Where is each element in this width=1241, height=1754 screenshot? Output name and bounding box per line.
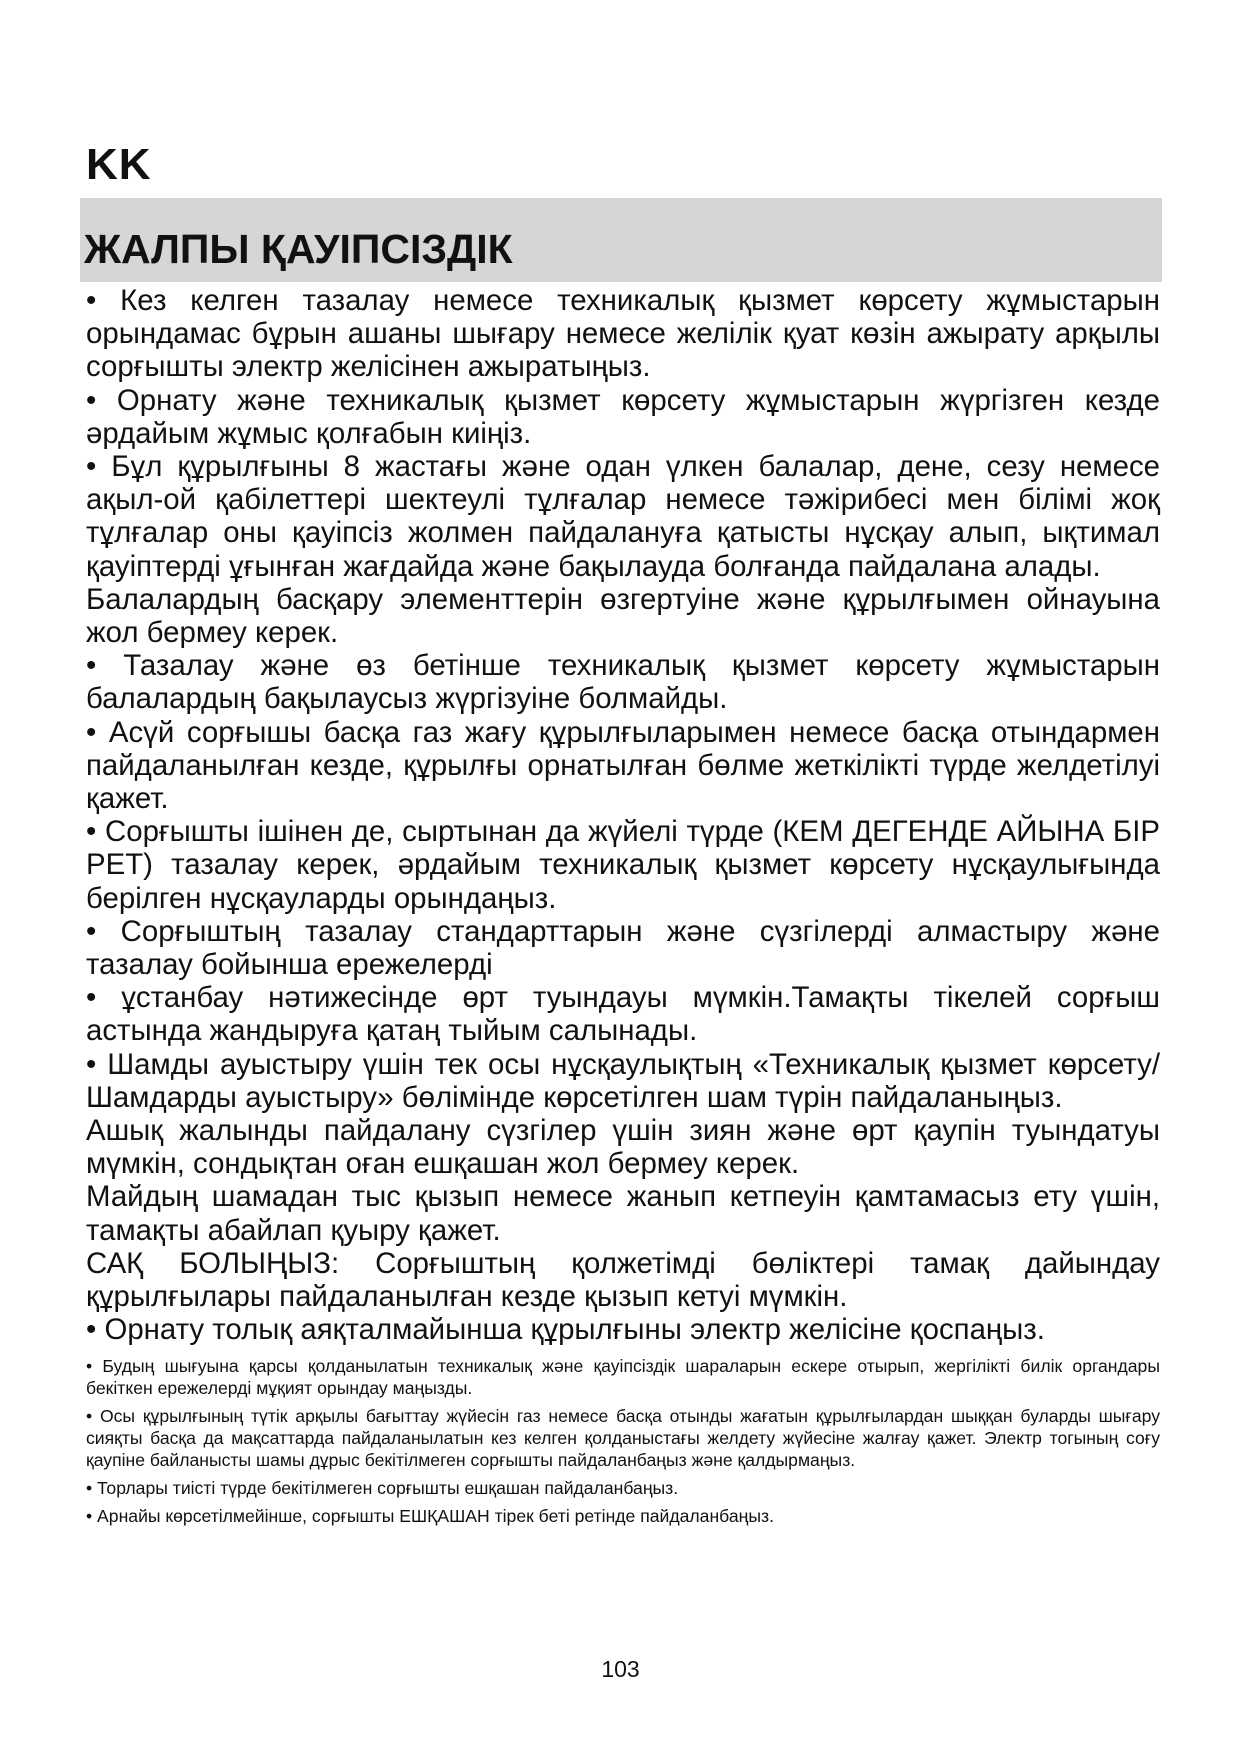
document-body (86, 284, 1160, 1533)
paragraph: Ашық жалынды пайдалану сүзгілер үшін зиян және өрт қаупін туындатуы мүмкін, сондықтан оған ешқашан жол бермеу керек. (86, 1114, 1160, 1181)
paragraph: • Сорғыштың тазалау стандарттарын және сүзгілерді алмастыру және тазалау бойынша ережелерді (86, 914, 1160, 982)
small-paragraph: • Торлары тиісті түрде бекітілмеген сорғышты ешқашан пайдаланбаңыз. (86, 1477, 679, 1498)
paragraph: • Орнату толық аяқталмайынша құрылғыны электр желісіне қоспаңыз. (86, 1313, 1045, 1347)
paragraph: • ұстанбау нәтижесінде өрт туындауы мүмкін.Тамақты тікелей сорғыш астында жандыруға қатаң тыйым салынады. (86, 981, 1160, 1048)
section-title: ЖАЛПЫ ҚАУІПСІЗДІК (84, 226, 513, 272)
page-number: 103 (601, 1656, 640, 1682)
fine-print (86, 1355, 1160, 1527)
paragraph: • Тазалау және өз бетінше техникалық қызмет көрсету жұмыстарын балалардың бақылаусыз жүргізуіне болмайды. (86, 649, 1160, 716)
paragraph: Майдың шамадан тыс қызып немесе жанып кетпеуін қамтамасыз ету үшін, тамақты абайлап қуыру қажет. (86, 1180, 1160, 1247)
small-paragraph: • Осы құрылғының түтік арқылы бағыттау жүйесін газ немесе басқа отынды жағатын құрылғылардан шыққан буларды шығару сияқты басқа да мақсаттарда пайдаланылатын кез келген қолданыстағы желдету жүйесіне жалғау қажет. Электр тогының соғу қаупіне байланысты шамы дұрыс бекітілмеген сорғышты пайдаланбаңыз және қалдырмаңыз. (86, 1405, 1160, 1470)
paragraph: Балалардың басқару элементтерін өзгертуіне және құрылғымен ойнауына жол бермеу керек. (86, 582, 1160, 650)
main-text (86, 284, 1160, 1347)
paragraph: • Орнату және техникалық қызмет көрсету жұмыстарын жүргізген кезде әрдайым жұмыс қолғабын киіңіз. (86, 383, 1160, 450)
paragraph: САҚ БОЛЫҢЫЗ: Сорғыштың қолжетімді бөліктері тамақ дайындау құрылғылары пайдаланылған кезде қызып кетуі мүмкін. (86, 1246, 1160, 1314)
paragraph: • Асүй сорғышы басқа газ жағу құрылғыларымен немесе басқа отындармен пайдаланылған кезде, құрылғы орнатылған бөлме жеткілікті түрде желдетілуі қажет. (86, 715, 1160, 816)
paragraph: • Сорғышты ішінен де, сыртынан да жүйелі түрде (КЕМ ДЕГЕНДЕ АЙЫНА БІР РЕТ) тазалау керек, әрдайым техникалық қызмет көрсету нұсқаулығында берілген нұсқауларды орындаңыз. (86, 815, 1160, 915)
small-paragraph: • Будың шығуына қарсы қолданылатын техникалық және қауіпсіздік шараларын ескере отырып, жергілікті билік органдары бекіткен ережелерді мұқият орындау маңызды. (86, 1355, 1160, 1398)
paragraph: • Бұл құрылғыны 8 жастағы және одан үлкен балалар, дене, сезу немесе ақыл-ой қабілеттері шектеулі тұлғалар немесе тәжірибесі мен білімі жоқ тұлғалар оны қауіпсіз жолмен пайдалануға қатысты нұсқау алып, ықтимал қауіптерді ұғынған жағдайда және бақылауда болғанда пайдалана алады. (86, 450, 1160, 583)
paragraph: • Кез келген тазалау немесе техникалық қызмет көрсету жұмыстарын орындамас бұрын ашаны шығару немесе желілік қуат көзін ажырату арқылы сорғышты электр желісінен ажыратыңыз. (86, 284, 1160, 384)
paragraph: • Шамды ауыстыру үшін тек осы нұсқаулықтың «Техникалық қызмет көрсету/Шамдарды ауыстыру» бөлімінде көрсетілген шам түрін пайдаланыңыз. (86, 1047, 1160, 1114)
language-code: KK (86, 140, 152, 189)
small-paragraph: • Арнайы көрсетілмейінше, сорғышты ЕШҚАШАН тірек беті ретінде пайдаланбаңыз. (86, 1505, 774, 1526)
